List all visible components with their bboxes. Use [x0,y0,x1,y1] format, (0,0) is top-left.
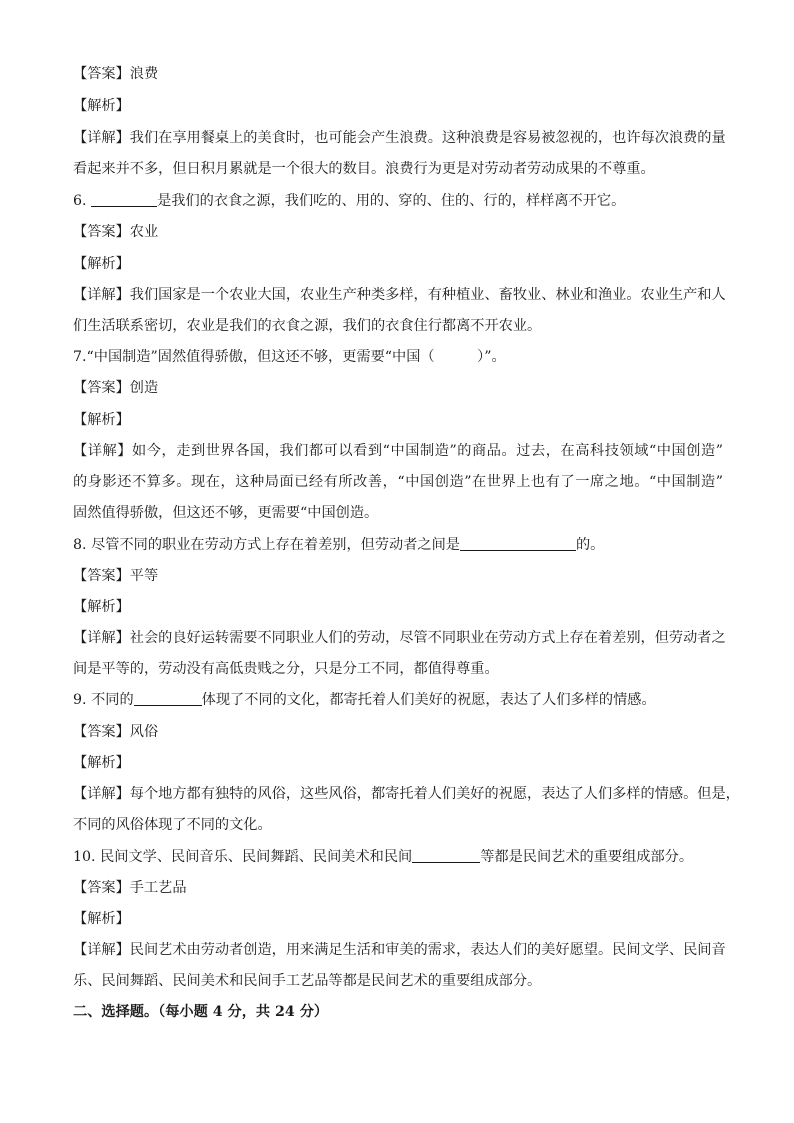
section-heading: 二、选择题。（每小题 4 分，共 24 分） [73,1004,329,1020]
q9-text-after: 体现了不同的文化，都寄托着人们美好的祝愿，表达了人们多样的情感。 [201,692,656,708]
analysis-label: 【解析】 [73,256,130,272]
q7-detail-line-3 [73,503,723,523]
q10-analysis-line [73,909,723,929]
detail-label: 【详解】 [73,130,130,146]
q8-detail-line-2 [73,659,723,679]
analysis-label: 【解析】 [73,98,130,114]
detail-label: 【详解】 [73,942,130,958]
answer-label: 【答案】 [73,66,130,82]
q10-question [73,847,723,867]
analysis-label: 【解析】 [73,911,130,927]
q9-detail-line-2 [73,815,723,835]
q7-text: “中国制造”固然值得骄傲，但这还不够，更需要“中国（ ）”。 [86,349,506,365]
q7-question [73,347,723,367]
q5-analysis-line [73,96,723,116]
answer-label: 【答案】 [73,568,130,584]
q5-detail-text-2: 看起来并不多，但日积月累就是一个很大的数目。浪费行为更是对劳动者劳动成果的不尊重。 [73,161,655,177]
q9-detail-text-2: 不同的风俗体现了不同的文化。 [73,817,272,833]
q8-answer-line [73,566,723,586]
q8-answer: 平等 [129,568,159,584]
q7-detail-text-1: 如今，走到世界各国，我们都可以看到“中国制造”的商品。过去，在高科技领域“中国创造” [131,443,723,459]
q8-text-after: 的。 [575,537,605,553]
q8-analysis-line [73,597,723,617]
q7-detail-line-2 [73,472,723,492]
analysis-label: 【解析】 [73,599,130,615]
q6-blank [91,192,157,207]
q10-detail-line-1 [73,940,726,960]
q9-blank [134,691,202,706]
q8-detail-text-2: 间是平等的，劳动没有高低贵贱之分，只是分工不同，都值得尊重。 [73,661,499,677]
q10-text-before: 民间文学、民间音乐、民间舞蹈、民间美术和民间 [100,849,413,865]
q6-answer: 农业 [129,224,159,240]
answer-label: 【答案】 [73,224,130,240]
analysis-label: 【解析】 [73,412,130,428]
q6-text: 是我们的衣食之源，我们吃的、用的、穿的、住的、行的，样样离不开它。 [157,193,626,209]
q8-detail-text-1: 社会的良好运转需要不同职业人们的劳动，尽管不同职业在劳动方式上存在着差别，但劳动者之 [129,630,726,646]
q9-text-before: 不同的 [91,692,134,708]
q5-answer: 浪费 [129,66,159,82]
q5-detail-line-1 [73,128,726,148]
q6-detail-text-2: 们生活联系密切，农业是我们的衣食之源，我们的衣食住行都离不开农业。 [73,318,542,334]
q9-question [73,690,723,710]
q5-detail-text-1: 我们在享用餐桌上的美食时，也可能会产生浪费。这种浪费是容易被忽视的，也许每次浪费的量 [129,130,726,146]
q8-number: 8. [73,537,87,553]
detail-label: 【详解】 [73,630,130,646]
q7-analysis-line [73,410,723,430]
q7-answer: 创造 [129,380,159,396]
q7-detail-text-2: 的身影还不算多。现在，这种局面已经有所改善，“中国创造”在世界上也有了一席之地。“中国制造” [73,474,723,490]
answer-label: 【答案】 [73,380,130,396]
answer-label: 【答案】 [73,724,130,740]
q5-answer-line [73,64,723,84]
q6-analysis-line [73,254,723,274]
q9-answer: 风俗 [129,724,159,740]
q7-answer-line [73,378,723,398]
q6-number: 6. [73,193,87,209]
q9-number: 9. [73,692,87,708]
detail-label: 【详解】 [73,443,132,459]
q8-text-before: 尽管不同的职业在劳动方式上存在着差别，但劳动者之间是 [91,537,460,553]
q10-number: 10. [73,849,96,865]
q7-detail-text-3: 固然值得骄傲，但这还不够，更需要“中国创造。 [73,505,379,521]
answer-label: 【答案】 [73,880,130,896]
q7-detail-line-1 [73,441,723,461]
q8-blank [460,536,576,551]
q6-detail-line-1 [73,285,726,305]
q9-detail-text-1: 每个地方都有独特的风俗，这些风俗，都寄托着人们美好的祝愿，表达了人们多样的情感。但是， [129,786,740,802]
q10-detail-text-1: 民间艺术由劳动者创造，用来满足生活和审美的需求，表达人们的美好愿望。民间文学、民间音 [129,942,726,958]
q6-answer-line [73,222,723,242]
q9-answer-line [73,722,723,742]
q10-answer: 手工艺品 [129,880,187,896]
detail-label: 【详解】 [73,786,130,802]
q10-answer-line [73,878,723,898]
analysis-label: 【解析】 [73,755,130,771]
q10-text-after: 等都是民间艺术的重要组成部分。 [480,849,694,865]
q10-detail-text-2: 乐、民间舞蹈、民间美术和民间手工艺品等都是民间艺术的重要组成部分。 [73,973,542,989]
q5-detail-line-2 [73,159,723,179]
q10-detail-line-2 [73,971,723,991]
q6-detail-text-1: 我们国家是一个农业大国，农业生产种类多样，有种植业、畜牧业、林业和渔业。农业生产和人 [129,287,726,303]
q10-blank [412,848,480,863]
detail-label: 【详解】 [73,287,130,303]
q8-question [73,535,723,555]
q8-detail-line-1 [73,628,726,648]
q6-detail-line-2 [73,316,723,336]
q9-detail-line-1 [73,784,740,804]
q7-number: 7. [73,349,87,365]
q9-analysis-line [73,753,723,773]
q6-question [73,191,723,211]
